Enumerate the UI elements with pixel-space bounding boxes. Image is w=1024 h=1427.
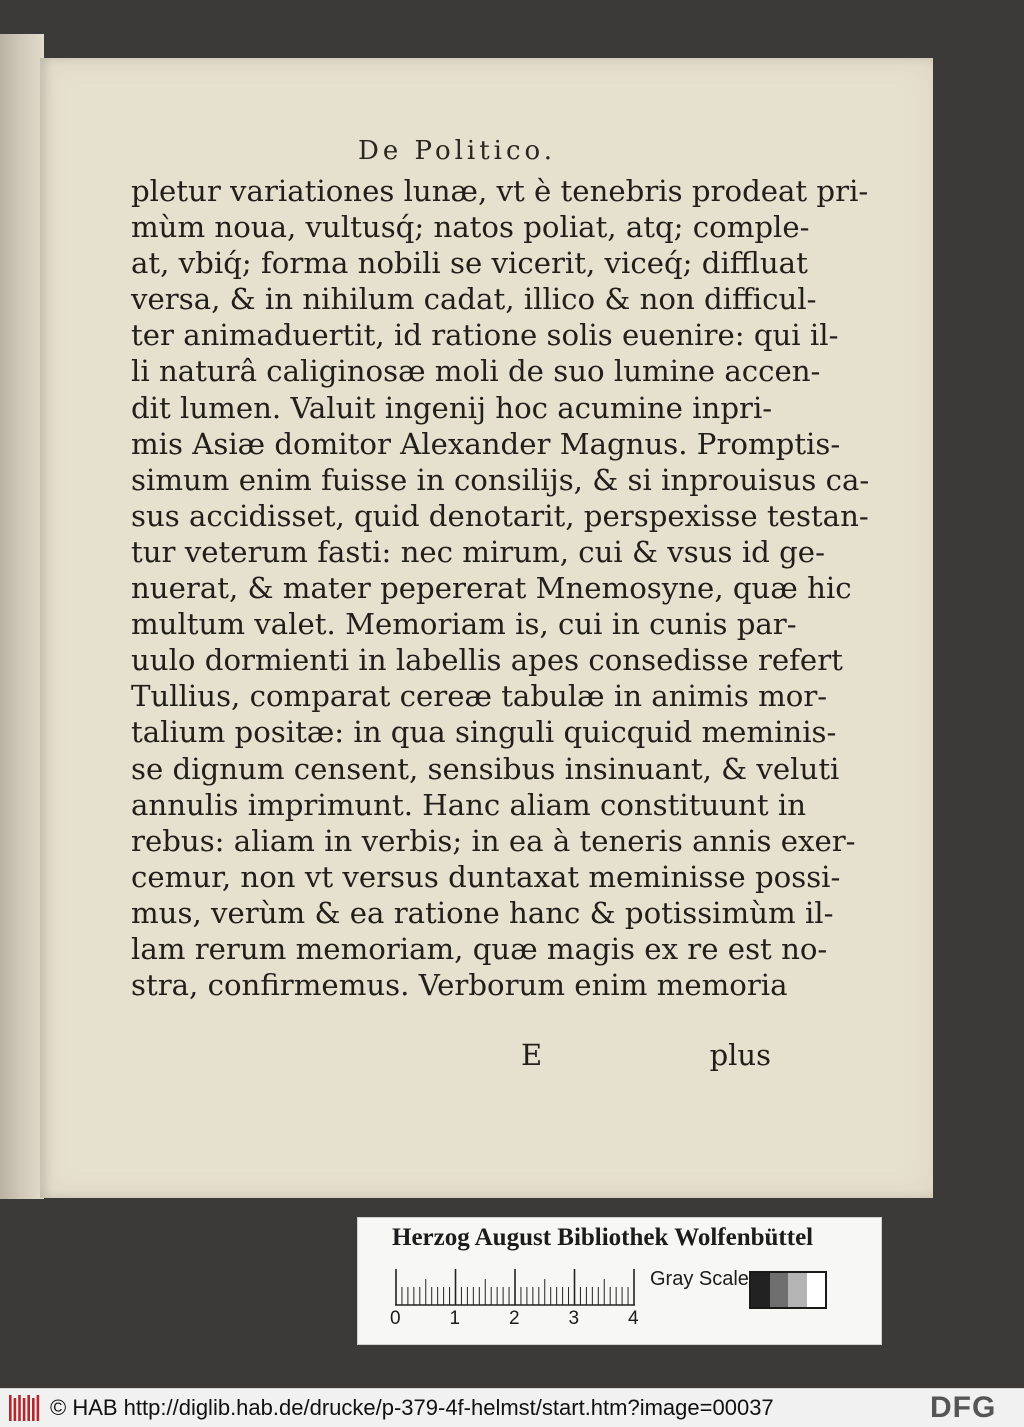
text-line: multum valet. Memoriam is, cui in cunis par- — [131, 607, 797, 642]
ruler — [395, 1267, 640, 1307]
library-name: Herzog August Bibliothek Wolfenbüttel — [392, 1224, 814, 1251]
grayscale-swatch — [788, 1273, 807, 1307]
logo-bar — [27, 1395, 30, 1421]
text-line: stra, confirmemus. Verborum enim memoria — [131, 968, 788, 1003]
hab-logo-icon — [8, 1394, 42, 1422]
text-line: talium positæ: in qua singuli quicquid meminis- — [131, 715, 837, 750]
ruler-label: 2 — [509, 1308, 520, 1329]
ruler-label: 4 — [628, 1308, 639, 1329]
text-line: uulo dormienti in labellis apes consedisse refert — [131, 643, 843, 678]
text-line: pletur variationes lunæ, vt è tenebris prodeat pri- — [131, 174, 869, 208]
grayscale-label: Gray Scale — [650, 1268, 749, 1290]
footer-bar — [0, 1388, 1024, 1427]
logo-bar — [9, 1395, 12, 1421]
previous-page-edge — [0, 34, 44, 1199]
text-line: se dignum censent, sensibus insinuant, & veluti — [131, 751, 840, 786]
catchline — [131, 1038, 771, 1078]
grayscale-swatch — [751, 1273, 770, 1307]
logo-bar — [32, 1398, 35, 1421]
text-line: versa, & in nihilum cadat, illico & non difficul- — [131, 282, 817, 317]
ruler-label: 3 — [568, 1308, 580, 1329]
catchword: plus — [709, 1038, 771, 1072]
logo-bar — [18, 1395, 21, 1421]
logo-bar — [14, 1398, 17, 1421]
text-line: cemur, non vt versus duntaxat meminisse possi- — [131, 859, 841, 894]
grayscale-swatch — [770, 1273, 789, 1307]
text-line: lam rerum memoriam, quæ magis ex re est no- — [131, 931, 828, 966]
text-line: annulis imprimunt. Hanc aliam constituunt in — [131, 787, 806, 822]
grayscale-bar — [749, 1271, 827, 1309]
calibration-card — [357, 1217, 882, 1345]
text-line: mis Asiæ domitor Alexander Magnus. Promptis- — [131, 426, 841, 461]
text-line: at, vbiq́; forma nobili se vicerit, viceq́; diffluat — [131, 246, 808, 281]
logo-bar — [23, 1398, 26, 1421]
text-line: simum enim fuisse in consilijs, & si inprouisus ca- — [131, 462, 870, 497]
logo-bar — [37, 1395, 40, 1421]
text-block — [131, 173, 870, 1003]
grayscale-swatch — [807, 1273, 826, 1307]
signature-mark: E — [521, 1038, 543, 1072]
text-line: li naturâ caliginosæ moli de suo lumine accen- — [131, 354, 821, 389]
ruler-labels — [390, 1308, 650, 1332]
ruler-label: 1 — [449, 1308, 461, 1329]
text-line: mùm noua, vultusq́; natos poliat, atq; comple- — [131, 210, 810, 245]
running-head: De Politico. — [358, 136, 557, 166]
text-line: mus, verùm & ea ratione hanc & potissimùm il- — [131, 895, 834, 930]
dfg-logo: DFG — [930, 1391, 997, 1424]
text-line: Tullius, comparat cereæ tabulæ in animis mor- — [131, 679, 828, 714]
text-line: rebus: aliam in verbis; in ea à teneris annis exer- — [131, 823, 856, 858]
text-line: dit lumen. Valuit ingenij hoc acumine inpri- — [131, 390, 773, 425]
text-line: ter animaduertit, id ratione solis euenire: qui il- — [131, 318, 839, 353]
text-line: tur veterum fasti: nec mirum, cui & vsus id ge- — [131, 534, 825, 569]
book-page — [40, 58, 933, 1198]
text-line: sus accidisset, quid denotarit, perspexisse testan- — [131, 498, 869, 533]
footer-citation: © HAB http://diglib.hab.de/drucke/p-379-4f-helmst/start.htm?image=00037 — [50, 1395, 774, 1420]
ruler-label: 0 — [390, 1308, 401, 1329]
text-line: nuerat, & mater pepererat Mnemosyne, quæ hic — [131, 571, 852, 606]
